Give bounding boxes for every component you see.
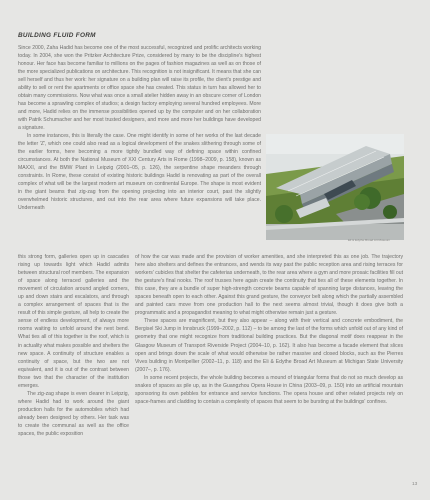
text-column-left <box>18 253 129 438</box>
text-column-upper <box>18 44 261 213</box>
paragraph: of how the car was made and the provision of worker amenities, and she interpreted this as one job. The trajectory here also shelters and defines the entrances, and wends its way past the public reception area and rising terraces for workers' cubicles that shelter the cafeterias underneath, to the rear area where a gym and more prosaic facilities fill out the gesture's final nooks. The roof trusses here again create the continuity that ties all of these elements together. In this case, they are a bundle of super high-strength concrete beams capable of spanning large distances, leaving the spaces beneath open to each other. Against this grand gesture, the conveyor belt along which the partially assembled and painted cars move from one production hall to the next seems almost trivial, though it does give both a programmatic and a propagandist meaning to what might otherwise remain just a gesture. <box>135 254 403 317</box>
paragraph: In some recent projects, the whole building becomes a mound of triangular forms that do not so much develop as snakes of spaces as pile up, as in the Guangzhou Opera House in China (2003–09, p. 150) into an artificial mountain sponsoring its own pebbles for entrance and service functions. The opera house and other related projects rely on space-frames and cladding to contain a complexity of spaces that seem to be bursting at the buildings' confines. <box>135 374 403 405</box>
museum-rendering-graphic <box>266 134 404 240</box>
paragraph: The zig-zag shape is even clearer in Leipzig, where Hadid had to work around the giant production halls for the automobiles which had already been designed by others. Her task was to create the communal as well as the office spaces, the public exposition <box>18 390 129 438</box>
paragraph: this strong form, galleries open up in cascades rising up towards light which Hadid admits between structural roof members. The expansion of space along terraced galleries and the movement of circulation around angled corners, up and down stairs and escalators, and through a complex arrangement of spaces that is the result of this simple gesture, all help to create the sense of endless development, of always more rooms waiting to unfold around the next bend. What ties all of this together is the roof, which is in actuality what makes possible and shelters the new space. A continuity of structure enables a continuity of space, but the two are not equivalent, and it is out of the contrast between those two that the character of the institution emerges. <box>18 254 129 389</box>
section-heading: BUILDING FLUID FORM <box>18 32 96 39</box>
figure-caption: Eli & Edythe Broad Art Museum <box>348 238 391 242</box>
museum-rendering-image <box>266 134 404 240</box>
text-column-right <box>135 253 403 406</box>
paragraph: Since 2000, Zaha Hadid has become one of the most successful, recognized and prolific architects working today. In 2004, she won the Pritzker Architecture Prize, considered by many to be the discipline's highest honour. Her face has become familiar to millions on the pages of fashion magazines as well as on those of the more specialized publications on architecture. This recognition is not insignificant. It means that she can sell herself and thus her work: her signature on a building plan will raise its profile, the client's prestige and ability to sell or rent the apartments or office space she has created. This status in turn has allowed her to obtain many commissions. Now what was once a small atelier hidden away in an obscure corner of London has become a sprawling complex of studios; a design factory employing several hundred employees. More and more, Hadid relies on the immense possibilities opened up by the computer and on her collaboration with Patrik Schumacher and her most trusted designers, and more and more her buildings have developed a signature. <box>18 44 261 131</box>
paragraph: In some instances, this is literally the case. One might identify in some of her works of the last decade the letter 'Z', which one could also read as a logical development of the snakes slithering through some of the earlier forms, here becoming a more tightly bundled way of defining space within confined circumstances. At both the National Museum of XXI Century Arts in Rome (1998–2009, p. 158), known as MAXXI, and the BMW Plant in Leipzig (2001–05, p. 126), the serpentine shape meanders through constraints. In Rome, these consist of existing historic buildings Hadid is renovating as part of the overall complex of what will be the largest modern art museum on continental Europe. The shape is most evident in the giant beams that zig-zag from the opening projecting into an interior court, past the slightly overwhelmed historic structures, and out into the rear area where future expansions will take place. Underneath <box>18 133 261 212</box>
page-number: 13 <box>412 482 418 487</box>
paragraph: These spaces are magnificent, but they also appear – along with their vertical and concrete embodiment, the Bergisel Ski Jump in Innsbruck (1999–2002, p. 112) – to be among the last of the forms which unfold out of any kind of geometry that one might recognize from traditional building practices. But the diagonal motif does reappear in the Glasgow Museum of Transport Riverside Project (2004–10, p. 162). It also has become a facade element that slices open and brings down the scale of what would otherwise be rather massive and closed blocks, such as the Pierres Vives building in Montpellier (2002–11, p. 118) and the Eli & Edythe Broad Art Museum at Michigan State University (2007–, p. 176). <box>135 318 403 373</box>
